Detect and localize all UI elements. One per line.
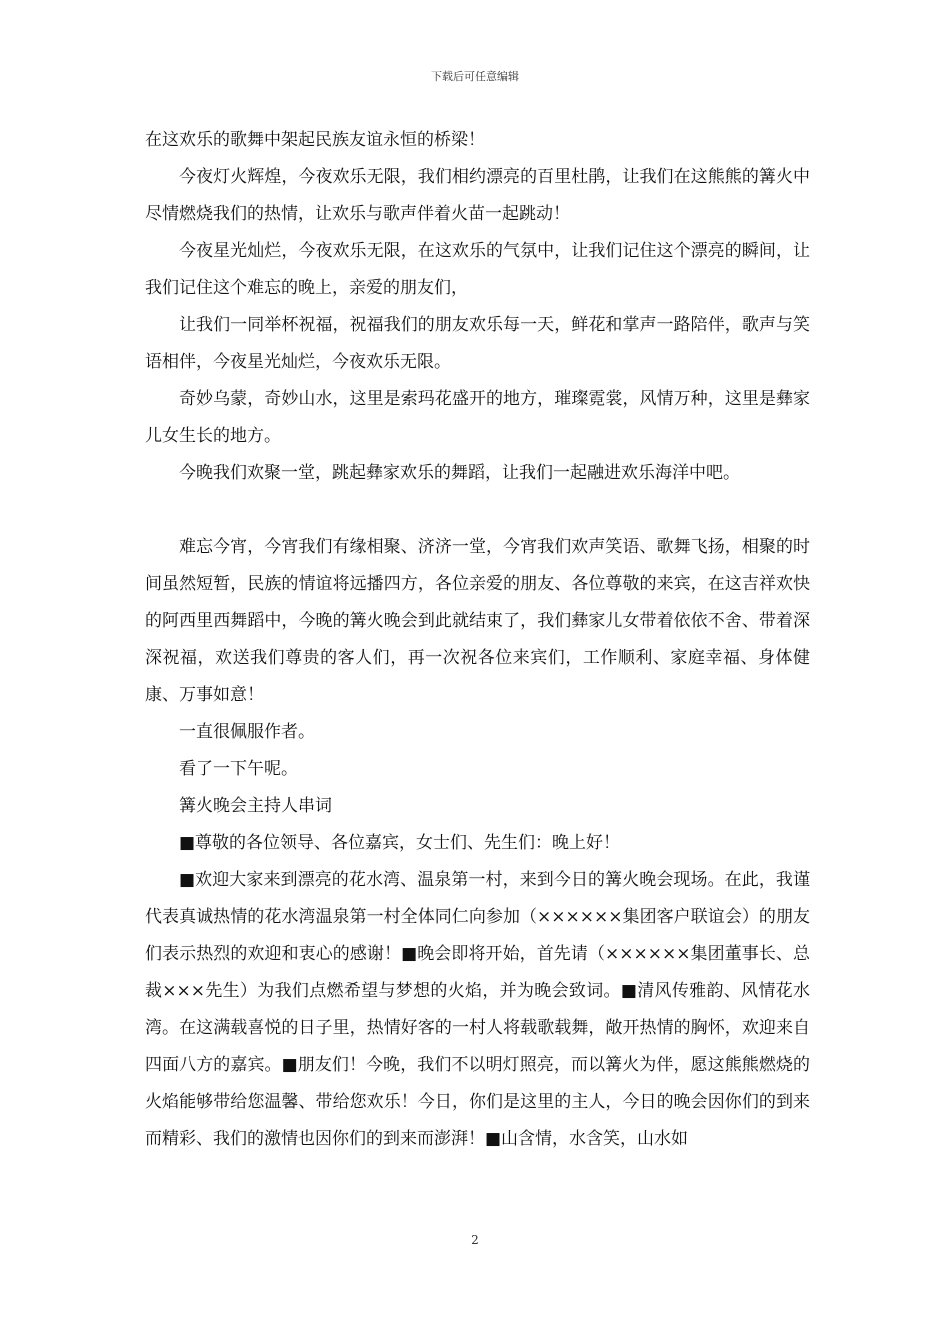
paragraph: 一直很佩服作者。 <box>179 722 315 742</box>
page-header: 下载后可任意编辑 <box>431 70 519 83</box>
document-body <box>145 122 810 1158</box>
paragraph: ■尊敬的各位领导、各位嘉宾，女士们、先生们：晚上好！ <box>179 833 621 853</box>
blank-line <box>145 492 810 529</box>
paragraph: 在这欢乐的歌舞中架起民族友谊永恒的桥梁！ <box>145 130 485 150</box>
paragraph: 篝火晚会主持人串词 <box>179 796 332 816</box>
paragraph: 奇妙乌蒙，奇妙山水，这里是索玛花盛开的地方，璀璨霓裳，风情万种，这里是彝家儿女生长的地方。 <box>145 389 810 446</box>
paragraph: 让我们一同举杯祝福，祝福我们的朋友欢乐每一天，鲜花和掌声一路陪伴，歌声与笑语相伴，今夜星光灿烂，今夜欢乐无限。 <box>145 315 810 372</box>
paragraph: 今晚我们欢聚一堂，跳起彝家欢乐的舞蹈，让我们一起融进欢乐海洋中吧。 <box>179 463 740 483</box>
paragraph: 今夜星光灿烂，今夜欢乐无限，在这欢乐的气氛中，让我们记住这个漂亮的瞬间，让我们记住这个难忘的晚上，亲爱的朋友们， <box>145 241 810 298</box>
paragraph: ■欢迎大家来到漂亮的花水湾、温泉第一村，来到今日的篝火晚会现场。在此，我谨代表真诚热情的花水湾温泉第一村全体同仁向参加（××××××集团客户联谊会）的朋友们表示热烈的欢迎和衷心的感谢！■晚会即将开始，首先请（××××××集团董事长、总裁×××先生）为我们点燃希望与梦想的火焰，并为晚会致词。■清风传雅韵、风情花水湾。在这满载喜悦的日子里，热情好客的一村人将载歌载舞，敞开热情的胸怀，欢迎来自四面八方的嘉宾。■朋友们！今晚，我们不以明灯照亮，而以篝火为伴，愿这熊熊燃烧的火焰能够带给您温馨、带给您欢乐！今日，你们是这里的主人，今日的晚会因你们的到来而精彩、我们的激情也因你们的到来而澎湃！■山含情，水含笑，山水如 <box>145 870 810 1149</box>
paragraph: 今夜灯火辉煌，今夜欢乐无限，我们相约漂亮的百里杜鹃，让我们在这熊熊的篝火中尽情燃烧我们的热情，让欢乐与歌声伴着火苗一起跳动！ <box>145 167 810 224</box>
page-number: 2 <box>471 1233 479 1247</box>
paragraph: 难忘今宵，今宵我们有缘相聚、济济一堂，今宵我们欢声笑语、歌舞飞扬，相聚的时间虽然短暂，民族的情谊将远播四方，各位亲爱的朋友、各位尊敬的来宾，在这吉祥欢快的阿西里西舞蹈中，今晚的篝火晚会到此就结束了，我们彝家儿女带着依依不舍、带着深深祝福，欢送我们尊贵的客人们，再一次祝各位来宾们，工作顺利、家庭幸福、身体健康、万事如意！ <box>145 537 810 705</box>
paragraph: 看了一下午呢。 <box>179 759 298 779</box>
